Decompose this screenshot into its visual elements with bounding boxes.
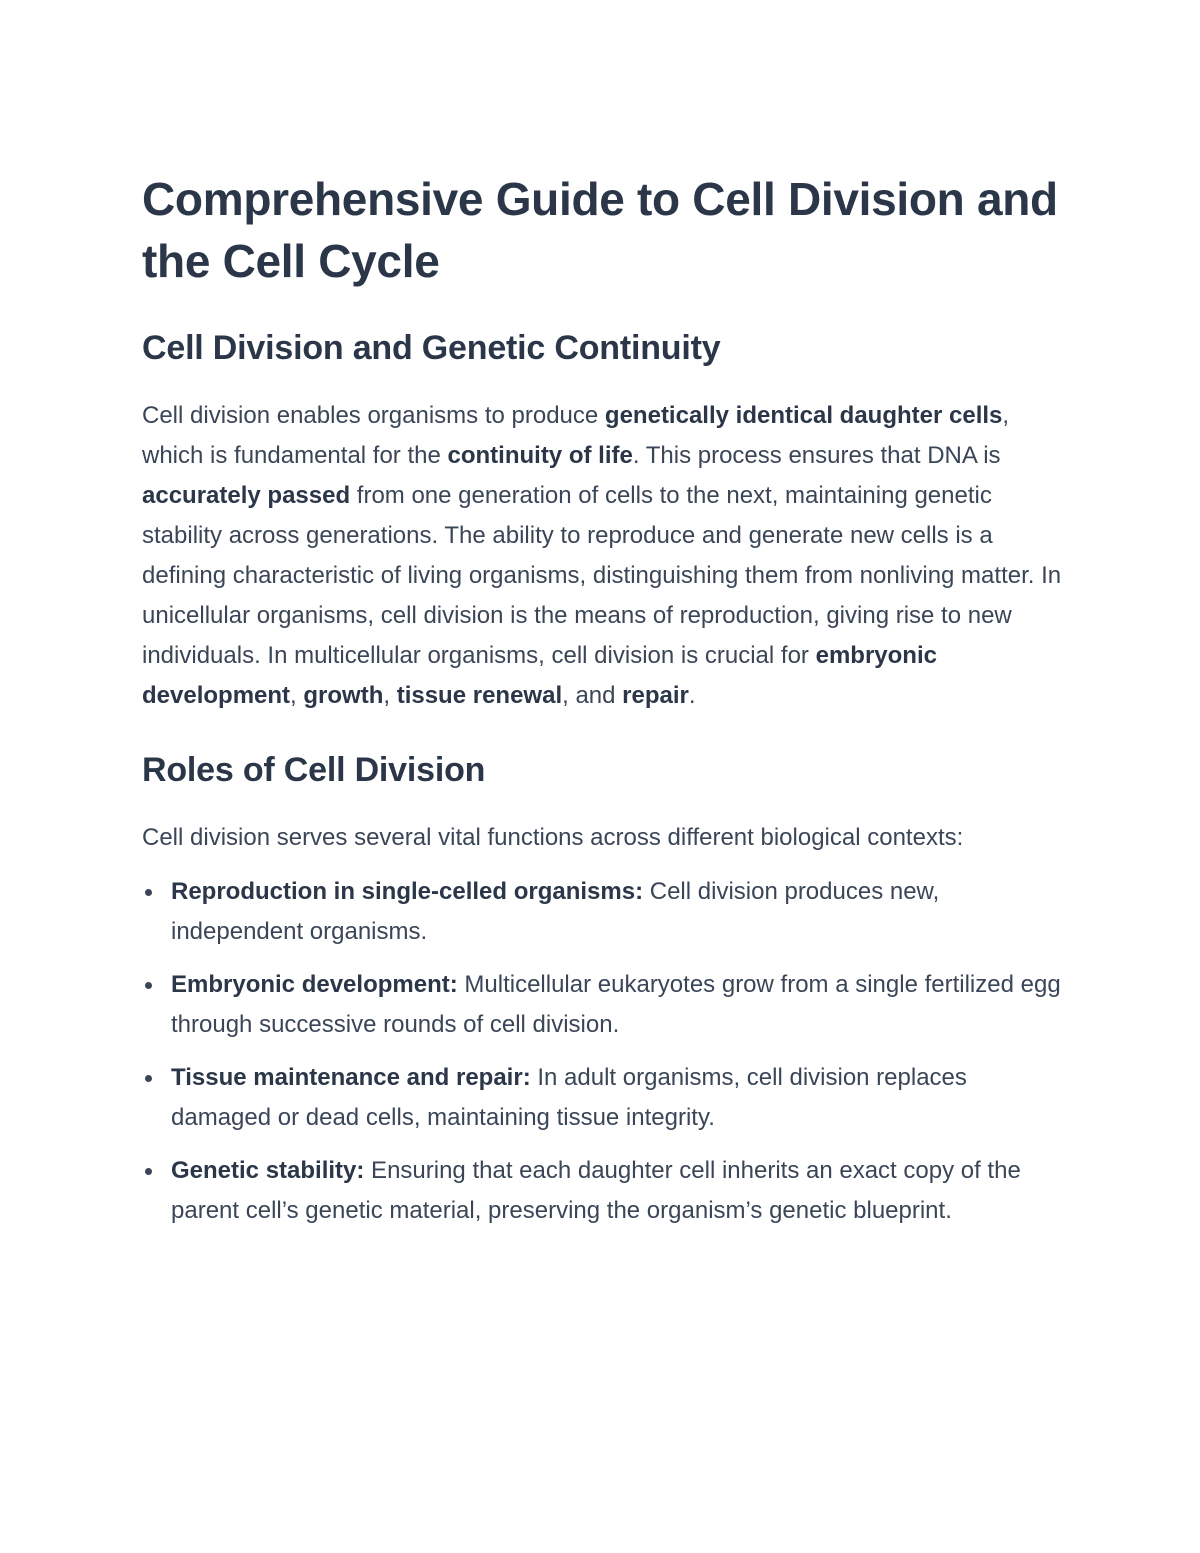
bold-term: repair <box>622 682 689 709</box>
roles-intro-paragraph: Cell division serves several vital functions across different biological contexts: <box>142 824 964 851</box>
bullet-icon <box>145 982 152 989</box>
text-run: , which is fundamental for the <box>142 402 1010 469</box>
bullet-icon <box>145 889 152 896</box>
bullet-icon <box>145 1075 152 1082</box>
list-item <box>142 1058 1062 1138</box>
genetic-continuity-paragraph <box>142 396 1062 716</box>
text-run: Cell division enables organisms to produce <box>142 402 605 429</box>
list-item <box>142 965 1062 1045</box>
list-item-label: Tissue maintenance and repair: <box>171 1064 531 1091</box>
list-item-text: Ensuring that each daughter cell inherits an exact copy of the parent cell’s genetic material, preserving the organism’s genetic blueprint. <box>171 1157 1021 1224</box>
section-heading-genetic-continuity: Cell Division and Genetic Continuity <box>142 329 721 367</box>
section-heading-roles: Roles of Cell Division <box>142 751 486 789</box>
list-item-label: Embryonic development: <box>171 971 458 998</box>
text-run: , <box>290 682 304 709</box>
bold-term: tissue renewal <box>396 682 563 709</box>
list-item <box>142 1151 1062 1231</box>
list-item-label: Genetic stability: <box>171 1157 365 1184</box>
list-item-text: Cell division produces new, independent organisms. <box>171 878 940 945</box>
list-item-text: In adult organisms, cell division replaces damaged or dead cells, maintaining tissue integrity. <box>171 1064 967 1131</box>
text-run: . This process ensures that DNA is <box>632 442 1001 469</box>
text-run: , <box>383 682 397 709</box>
bold-term: embryonic development <box>142 642 937 709</box>
list-item-label: Reproduction in single-celled organisms: <box>171 878 644 905</box>
text-run: from one generation of cells to the next, maintaining genetic stability across generations. The ability to reproduce and generate new cells is a defining characteristic of living organisms, distinguishing them from nonliving matter. In unicellular organisms, cell division is the means of reproduction, giving rise to new individuals. In multicellular organisms, cell division is crucial for <box>142 482 1062 669</box>
bullet-icon <box>145 1168 152 1175</box>
bold-term: growth <box>303 682 384 709</box>
bold-term: genetically identical daughter cells <box>604 402 1003 429</box>
bold-term: continuity of life <box>447 442 633 469</box>
bold-term: accurately passed <box>142 482 351 509</box>
document-page <box>142 168 1062 1244</box>
text-run: , and <box>562 682 623 709</box>
text-run: . <box>688 682 696 709</box>
roles-list <box>142 872 1062 1231</box>
list-item-text: Multicellular eukaryotes grow from a single fertilized egg through successive rounds of cell division. <box>171 971 1061 1038</box>
list-item <box>142 872 1062 952</box>
page-title: Comprehensive Guide to Cell Division and the Cell Cycle <box>142 173 1058 287</box>
